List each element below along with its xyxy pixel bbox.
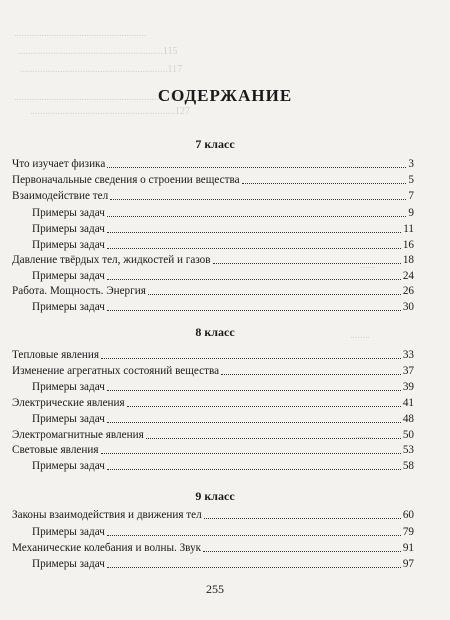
dot-leader bbox=[101, 452, 401, 454]
dot-leader bbox=[203, 550, 401, 552]
toc-subentry bbox=[32, 206, 414, 220]
toc-entry-title: Примеры задач bbox=[32, 526, 105, 538]
toc-entry-title: Первоначальные сведения о строении вещества bbox=[12, 174, 240, 186]
toc-entry bbox=[12, 348, 414, 362]
toc-entry bbox=[12, 508, 414, 522]
toc-entry-page: 33 bbox=[402, 349, 414, 361]
toc-entry-title: Что изучает физика bbox=[12, 158, 106, 170]
toc-entry-title: Примеры задач bbox=[32, 460, 105, 472]
dot-leader bbox=[213, 262, 401, 264]
toc-entry-title: Механические колебания и волны. Звук bbox=[12, 542, 202, 554]
toc-entry-title: Примеры задач bbox=[32, 239, 105, 251]
dot-leader bbox=[107, 166, 406, 168]
toc-entry-title: Примеры задач bbox=[32, 223, 105, 235]
toc-entry-title: Примеры задач bbox=[32, 413, 105, 425]
toc-subentry bbox=[32, 557, 414, 571]
toc-entry bbox=[12, 428, 414, 442]
dot-leader bbox=[107, 278, 401, 280]
dot-leader bbox=[107, 468, 401, 470]
dot-leader bbox=[107, 247, 401, 249]
toc-entry-page: 58 bbox=[402, 460, 414, 472]
page-title: СОДЕРЖАНИЕ bbox=[157, 86, 293, 105]
toc-entry bbox=[12, 541, 414, 555]
toc-subentry bbox=[32, 238, 414, 252]
toc-entry-page: 97 bbox=[402, 558, 414, 570]
toc-entry-title: Тепловые явления bbox=[12, 349, 100, 361]
dot-leader bbox=[110, 198, 406, 200]
toc-entry-title: Примеры задач bbox=[32, 558, 105, 570]
toc-entry-page: 91 bbox=[402, 542, 414, 554]
toc-entry-title: Световые явления bbox=[12, 444, 99, 456]
toc-entry-title: Примеры задач bbox=[32, 381, 105, 393]
dot-leader bbox=[101, 357, 401, 359]
toc-entry-page: 48 bbox=[402, 413, 414, 425]
dot-leader bbox=[242, 182, 407, 184]
toc-entry-title: Примеры задач bbox=[32, 207, 105, 219]
dot-leader bbox=[107, 215, 407, 217]
dot-leader bbox=[146, 437, 401, 439]
toc-entry-page: 24 bbox=[402, 270, 414, 282]
toc-subentry bbox=[32, 380, 414, 394]
dot-leader bbox=[107, 231, 401, 233]
toc-entry bbox=[12, 253, 414, 267]
toc-subentry bbox=[32, 412, 414, 426]
toc-entry-title: Примеры задач bbox=[32, 270, 105, 282]
toc-entry bbox=[12, 173, 414, 187]
toc-entry-page: 60 bbox=[402, 509, 414, 521]
toc-entry-page: 11 bbox=[403, 223, 414, 235]
dot-leader bbox=[127, 405, 401, 407]
section-heading: 9 класс bbox=[195, 489, 235, 503]
toc-entry bbox=[12, 396, 414, 410]
page-number: 255 bbox=[206, 582, 224, 596]
toc-entry-page: 41 bbox=[402, 397, 414, 409]
dot-leader bbox=[107, 309, 401, 311]
toc-entry-page: 53 bbox=[402, 444, 414, 456]
toc-entry-title: Взаимодействие тел bbox=[12, 190, 109, 202]
toc-entry-page: 9 bbox=[408, 207, 414, 219]
toc-entry bbox=[12, 284, 414, 298]
toc-entry-title: Электрические явления bbox=[12, 397, 125, 409]
dot-leader bbox=[107, 566, 401, 568]
toc-entry-title: Изменение агрегатных состояний вещества bbox=[12, 365, 220, 377]
toc-subentry bbox=[32, 269, 414, 283]
toc-entry bbox=[12, 443, 414, 457]
toc-entry-page: 26 bbox=[402, 285, 414, 297]
dot-leader bbox=[221, 373, 401, 375]
toc-entry bbox=[12, 189, 414, 203]
toc-entry bbox=[12, 157, 414, 171]
toc-entry-title: Давление твёрдых тел, жидкостей и газов bbox=[12, 254, 211, 266]
toc-entry-page: 7 bbox=[408, 190, 414, 202]
toc-entry-page: 30 bbox=[402, 301, 414, 313]
toc-entry-page: 18 bbox=[402, 254, 414, 266]
toc-entry-page: 79 bbox=[402, 526, 414, 538]
dot-leader bbox=[107, 421, 401, 423]
toc-subentry bbox=[32, 300, 414, 314]
section-heading: 7 класс bbox=[195, 137, 235, 151]
toc-entry-page: 37 bbox=[402, 365, 414, 377]
dot-leader bbox=[107, 534, 401, 536]
dot-leader bbox=[204, 517, 401, 519]
dot-leader bbox=[148, 293, 401, 295]
toc-subentry bbox=[32, 525, 414, 539]
toc-entry-title: Работа. Мощность. Энергия bbox=[12, 285, 146, 297]
toc-entry-page: 16 bbox=[402, 239, 414, 251]
toc-entry-title: Примеры задач bbox=[32, 301, 105, 313]
toc-entry bbox=[12, 364, 414, 378]
toc-entry-page: 39 bbox=[402, 381, 414, 393]
toc-entry-title: Законы взаимодействия и движения тел bbox=[12, 509, 202, 521]
toc-subentry bbox=[32, 222, 414, 236]
show-through-text: ..................................................... ..........................................................115 ...........................................................117 ..............................................................120 ..........................................................127 ....... ...... ........ ....... bbox=[14, 28, 375, 441]
dot-leader bbox=[107, 389, 401, 391]
toc-subentry bbox=[32, 459, 414, 473]
toc-entry-title: Электромагнитные явления bbox=[12, 429, 144, 441]
toc-entry-page: 5 bbox=[408, 174, 414, 186]
toc-entry-page: 50 bbox=[402, 429, 414, 441]
section-heading: 8 класс bbox=[195, 325, 235, 339]
toc-entry-page: 3 bbox=[408, 158, 414, 170]
